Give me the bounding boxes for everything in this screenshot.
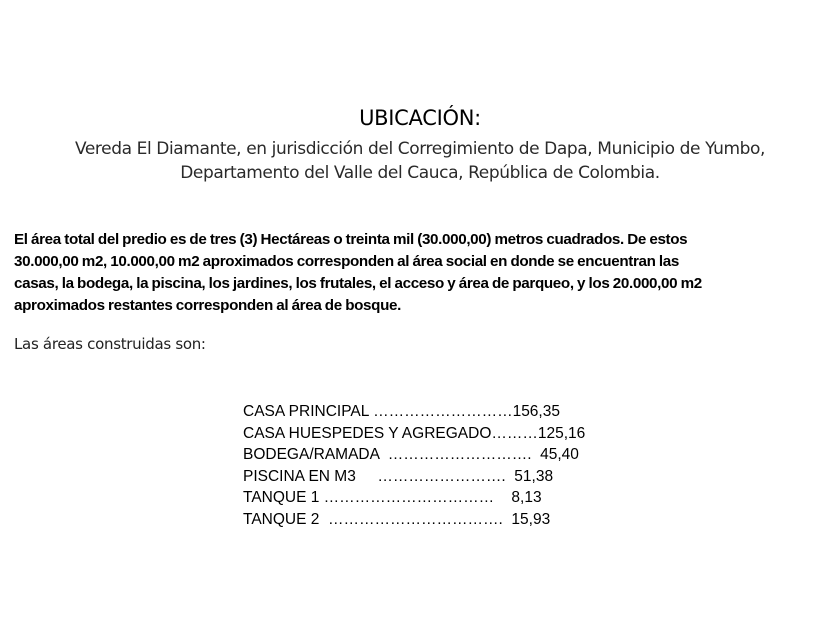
- built-areas-list: [243, 401, 603, 530]
- built-areas-intro: Las áreas construidas son:: [14, 335, 206, 353]
- built-area-row: TANQUE 1 …………………………… 8,13: [243, 489, 542, 506]
- location-line: Vereda El Diamante, en jurisdicción del Corregimiento de Dapa, Municipio de Yumbo,: [74, 139, 766, 159]
- built-area-row: BODEGA/RAMADA ………………………. 45,40: [243, 446, 579, 463]
- built-area-row: CASA HUESPEDES Y AGREGADO………125,16: [243, 424, 586, 442]
- location-description: [30, 137, 810, 185]
- paragraph-line: 30.000,00 m2, 10.000,00 m2 aproximados corresponden al área social en donde se encuentran las: [14, 253, 679, 270]
- paragraph-line: casas, la bodega, la piscina, los jardines, los frutales, el acceso y área de parqueo, y los 20.000,00 m2: [14, 275, 702, 292]
- built-area-row: CASA PRINCIPAL ………………………156,35: [243, 403, 560, 420]
- built-area-row: TANQUE 2 ……………………………. 15,93: [243, 510, 551, 528]
- paragraph-line: El área total del predio es de tres (3) Hectáreas o treinta mil (30.000,00) metros cuadrados. De estos: [14, 231, 688, 248]
- total-area-paragraph: [14, 229, 814, 317]
- built-area-row: PISCINA EN M3 ……………………. 51,38: [243, 467, 554, 485]
- location-line: Departamento del Valle del Cauca, República de Colombia.: [180, 163, 660, 183]
- location-heading: UBICACIÓN:: [359, 106, 481, 130]
- paragraph-line: aproximados restantes corresponden al área de bosque.: [14, 297, 401, 314]
